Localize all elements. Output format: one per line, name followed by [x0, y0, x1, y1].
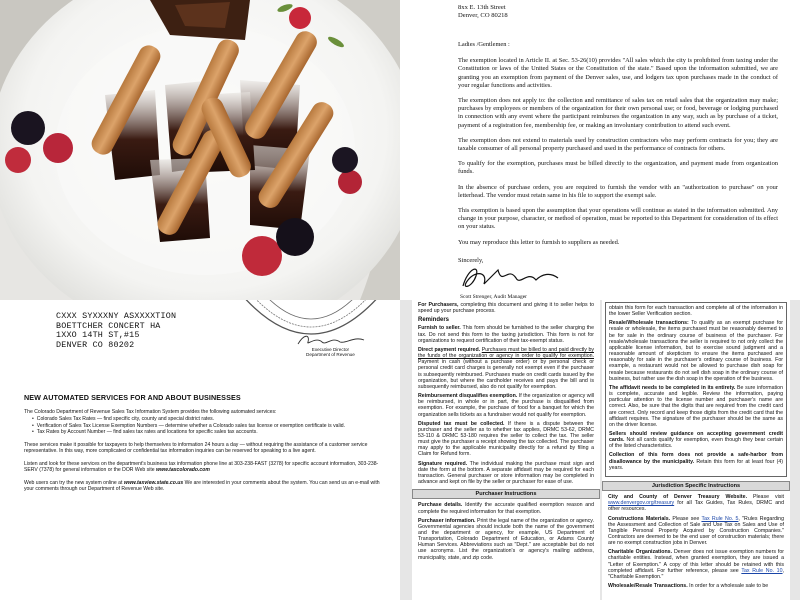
text: The individual making the purchase must sign and date the form at the bottom. A separate affidavit may be required for each transaction. General purchaser or store information may be completed in advance and kept on file by the seller or purchaser for ease of use.: [418, 460, 594, 486]
lead: For Purchasers,: [418, 302, 459, 308]
lead: Reimbursement disqualifies exemption.: [418, 393, 518, 400]
director-title: [306, 347, 355, 357]
list-item: • Colorado Sales Tax Rates — find specific city, county and special district rates.: [32, 416, 384, 423]
closing: Sincerely,: [458, 256, 484, 264]
lead: Purchase details.: [418, 502, 463, 509]
churros-image: [0, 0, 400, 300]
para: [608, 583, 784, 589]
lead: Purchaser information.: [418, 517, 476, 524]
notice-paragraph: [24, 461, 384, 474]
lead: Charitable Organizations.: [608, 549, 673, 556]
address-line: 8xx E. 13th Street: [458, 4, 506, 11]
signer-name: Scott Strenger, Audit Manager: [460, 293, 527, 300]
lead: City and County of Denver Treasury Website.: [608, 494, 748, 501]
purchaser-instructions-header: Purchaser Instructions: [412, 489, 600, 499]
text: , "Charitable Exemption.": [608, 567, 784, 580]
text: Retain this form for at least four (4) years.: [609, 458, 783, 471]
text: Print the legal name of the organization or agency. Governmental agencies should include both the name of the government and the department or agency, for example, US Department of Transportation, Colorado Department of Education, or Adams County Human Services. Abbreviations such as "Dept." are acceptable but do not use acronyms. List the organization's or agency's mailing address, municipality, state, and zip code.: [418, 517, 594, 561]
dessert-photo: [0, 0, 400, 300]
underlined: Purchases must be billed to and paid directly by the funds of the organization or agency in order to qualify for exemption.: [418, 346, 594, 360]
lead: Sellers should review guidance on accepting government credit cards.: [609, 430, 783, 444]
lead: Collection of this form does not provide a safe-harbor from disallowance by the municipality.: [609, 452, 783, 465]
affidavit-instructions: [400, 300, 800, 600]
lead: The affidavit needs to be completed in its entirety.: [609, 384, 736, 391]
title-line: Department of Revenue: [306, 352, 355, 358]
reminders-heading: Reminders: [418, 317, 450, 324]
para: [609, 431, 783, 449]
notice-paragraph: These services make it possible for taxpayers to help themselves to information 24 hours a day — without requiring the assistance of a customer service representative. In this way, more complicated or confidential tax information inquiries can be reserved for speaking to a live agent.: [24, 441, 368, 454]
text: Payment in cash (without a purchase order) or by personal check or personal credit card charges is generally not exempt even if the purchaser is subsequently reimbursed. Purchases made on credit cards issued by the organization, but where the cardholder receives and pays the bill and is subsequently reimbursed, also do not qualify for exemption.: [418, 359, 594, 390]
lead: Signature required.: [418, 460, 468, 467]
notice-heading: NEW AUTOMATED SERVICES FOR AND ABOUT BUSINESSES: [24, 393, 241, 402]
address-line: CXXX SYXXXNY ASXXXXTION: [56, 311, 177, 321]
director-signature-icon: [296, 332, 366, 348]
text: Please visit: [752, 494, 784, 501]
lead: Direct payment required.: [418, 346, 481, 353]
dor-website-link[interactable]: www.taxcolorado.com: [156, 467, 210, 473]
lead: Furnish to seller.: [418, 325, 461, 332]
para: [418, 518, 594, 561]
para: [418, 461, 594, 486]
para: [609, 385, 783, 428]
seller-box: [605, 302, 787, 477]
denver-treasury-link[interactable]: www.denvergov.org/treasury: [608, 500, 675, 507]
lead: Resale/Wholesale transactions:: [609, 320, 689, 327]
text: , "Rules Regarding the Assessment and Collection of Sale and Use Tax on Sales and Use of Tangible Personal Property Acquired by Construction Companies." Contractors are deemed to be the end user of construction materials; there are no exempt construction jobs in Denver.: [608, 515, 784, 547]
para: [608, 549, 784, 580]
text: Web users can try the new system online at: [24, 479, 124, 486]
text: Be sure information is complete, accurate and legible. Review the information, paying particular attention to the license number and purchaser's name are correct. Also, be sure that the digits that are required from the credit card are correct. Only record and keep those digits from the credit card that the affidavit requires. The signature of the purchaser should be the same as on the driver license.: [609, 384, 783, 428]
letter-paragraph: The exemption located in Article II. at Sec. 53-26(10) provides "All sales which the city is prohibited from taxing under the Constitution or laws of the United States or the Constitution of the state." Based upon the information submitted, we are granting you an exemption from payment of the Denver sales, use, and lodgers tax upon purchases made in the conduct of your regular functions and activities.: [458, 57, 778, 89]
text: completing this document and giving it to seller helps to speed up your purchase process.: [418, 302, 594, 315]
text: Not all cards qualify for exemption, even though they bear certain of the listed characteristics.: [609, 437, 783, 450]
taxview-link[interactable]: www.taxview.state.co.us: [123, 479, 184, 486]
text: To qualify as an exempt purchase for resale or wholesale, the items purchased must be reasonably deemed to be for sale in the ordinary course of business of the purchaser. For resale/wholesale transactions the seller is required to not only collect the applicable license information, but to exercise sound judgment and a reasonable amount of skepticism to ensure the items purchased are reasonably for sale in the purchaser's ordinary course of business. For example, a restaurant would not be allowed to purchase dish soap for resale because restaurants do not sell dish soap in the ordinary course of business, but rather use the dish soap in the operation of the business.: [609, 320, 783, 382]
para: [608, 494, 784, 512]
para: [418, 393, 594, 418]
text: We are interested in your comments about the system. You can send us an e-mail with your comments through our Department of Revenue Web site.: [24, 479, 380, 492]
jurisdiction-instructions-header: Jurisdiction Specific Instructions: [602, 481, 790, 491]
tax-rule-10-link[interactable]: Tax Rule No. 10: [741, 567, 783, 574]
address-line: 1XXO 14TH ST,#15: [56, 330, 140, 341]
lead: Wholesale/Resale Transactions.: [608, 583, 688, 590]
para: [608, 516, 784, 547]
letter-paragraph: To qualify for the exemption, purchases must be billed directly to the organization, and payment made from organization funds.: [458, 160, 778, 176]
instructions-right-column: [602, 300, 790, 600]
para: [609, 452, 783, 470]
para: [418, 421, 594, 458]
address-line: Denver, CO 80218: [458, 12, 508, 19]
text: Listen and look for these services on the department's business tax information phone line at 303-238-FAST (3278) for specific account information, 303-238-SERV (7378) for general information or the DOR Web site: [24, 460, 379, 473]
letter-paragraph: This exemption is based upon the assumption that your operations will continue as stated in the information submitted. Any change in your purpose, character, or method of operation, must be reported to this Department for consideration of its effect on your status.: [458, 207, 778, 231]
text: for all Tax Guides, Tax Rules, DRMC and other resources.: [608, 500, 784, 513]
title-line: Executive Director: [311, 347, 350, 352]
list-item: • Tax Rates by Account Number — find sales tax rates and locations for specific sales tax accounts.: [32, 429, 384, 436]
letter-paragraph: The exemption does not extend to materials used by construction contractors who may perform contracts for you; they are taxable consumer of all personal property purchased and used in the performance of contracts for others.: [458, 136, 778, 153]
text: This form should be furnished to the seller charging the tax. Do not send this form to the taxing jurisdiction. This form is not for organizations to request certification of their tax-exempt status.: [418, 325, 594, 344]
para: obtain this form for each transaction and complete all of the information in the lower Seller Verification section.: [609, 305, 783, 318]
exemption-letter: [400, 0, 800, 300]
notice-body: [24, 395, 384, 499]
text: Denver does not issue exemption numbers for charitable entities. Instead, when granted exemption, they are issued a "Letter of Exemption." A copy of this letter should be retained with this completed affidavit. For further reference, please see: [608, 549, 784, 574]
services-list: [32, 416, 384, 436]
mailing-address: [56, 312, 176, 350]
letter-paragraph: The exemption does not apply to: the collection and remittance of sales tax on retail sales that the organization may make; purchases by employees or members of the organization for their own personal use; or food, beverage or lodging purchased in connection with any event where the participant reimburses the organization in any way, such as by purchase of a ticket, payment of a registration fee, membership fee, or making an involuntary contribution to attend such event.: [458, 97, 778, 129]
salutation: Ladies /Gentlemen :: [458, 41, 510, 48]
address-line: BOETTCHER CONCERT HA: [56, 320, 161, 331]
notice-paragraph: [24, 480, 384, 493]
automated-services-notice: [0, 300, 400, 600]
para: [418, 347, 594, 390]
address-line: DENVER CO 80202: [56, 339, 135, 350]
para: [418, 325, 594, 343]
recipient-address: [458, 4, 778, 20]
text: If there is a dispute between the purchaser and the seller as to whether tax applies, DRMC 53-62, DRMC 53-110 & DRMC 53-180 requires the seller to collect the tax. The seller must give the purchaser a receipt showing the tax collected. The purchaser may apply to the applicable municipality directly for a refund by filing a Claim for Refund form.: [418, 420, 594, 458]
text: If the organization or agency will be reimbursed, in whole or in part, the purchase is disqualified from exemption. For example, the purchase of food for a banquet for which the organization sells tickets as a fundraiser would not qualify for exemption.: [418, 393, 594, 418]
notice-intro: The Colorado Department of Revenue Sales Tax Information System provides the following automated services:: [24, 408, 277, 415]
para: [609, 320, 783, 382]
signature-block: [458, 254, 778, 300]
text: Please see: [672, 515, 702, 522]
letter-paragraph: You may reproduce this letter to furnish to suppliers as needed.: [458, 238, 620, 246]
lead: Disputed tax must be collected.: [418, 420, 505, 427]
letter-paragraph: In the absence of purchase orders, you are required to furnish the vendor with an "authorization to purchase" on your letterhead. The vendor must retain same in his file to support the exempt sale.: [458, 183, 778, 199]
text: Identify the accurate qualified exemption reason and complete the required information for that exemption.: [418, 502, 594, 515]
list-item: • Verification of Sales Tax License Exemption Numbers — determine whether a Colorado sales tax license or exemption certificate is valid.: [32, 423, 384, 430]
para: [418, 502, 594, 514]
instructions-left-column: [412, 300, 600, 600]
text: In order for a wholesale sale to be: [689, 583, 769, 590]
signature-icon: [458, 260, 578, 294]
para: [418, 302, 594, 314]
tax-rule-5-link[interactable]: Tax Rule No. 5: [701, 515, 739, 522]
lead: Constructions Materials.: [608, 515, 671, 522]
